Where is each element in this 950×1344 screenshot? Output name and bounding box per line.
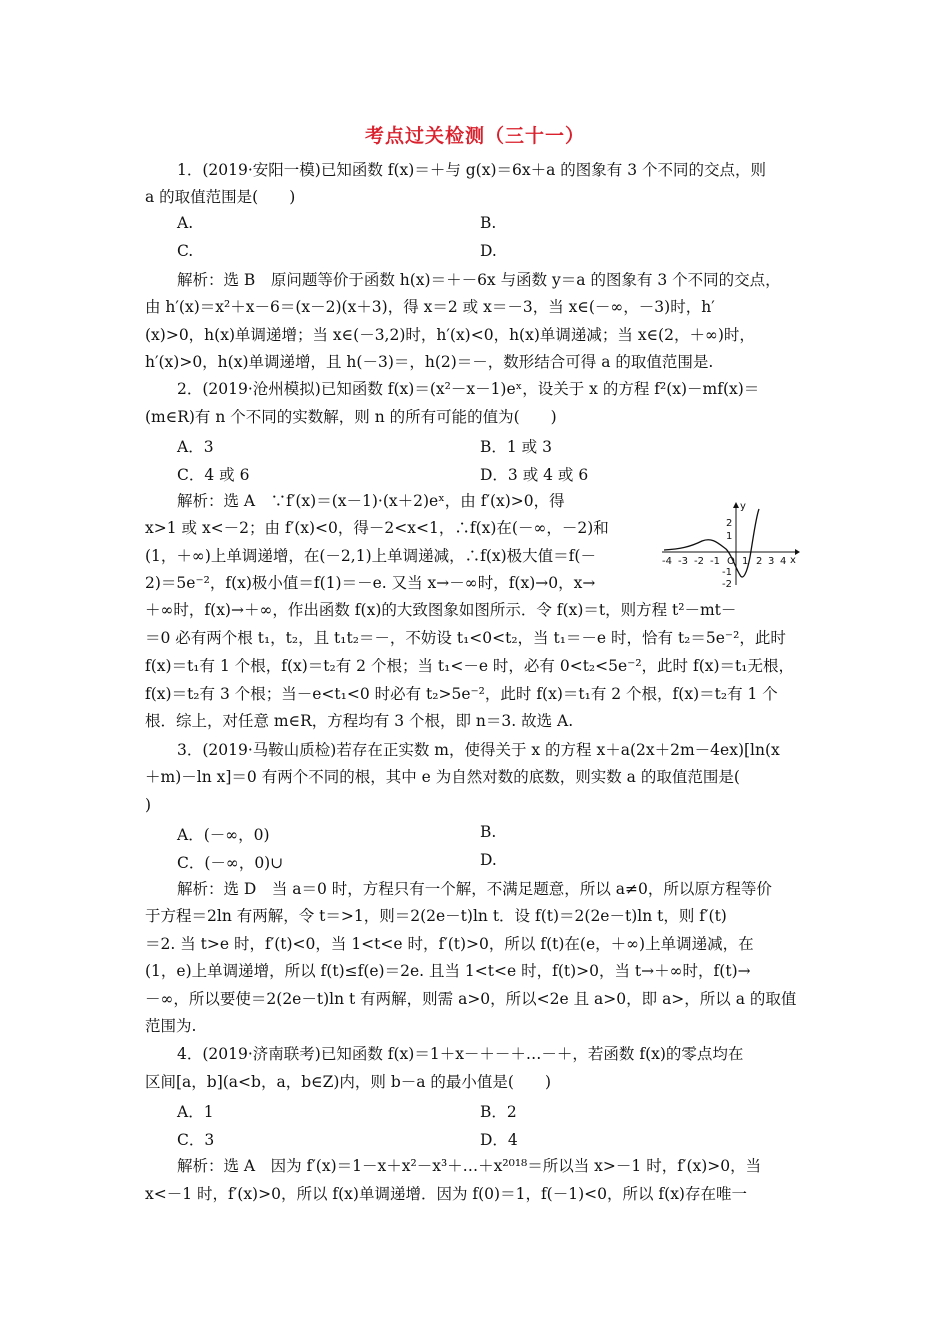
text-line: ＋∞时，f(x)→＋∞，作出函数 f(x)的大致图象如图所示．令 f(x)＝t，则方程 t²－mt－ <box>145 601 737 619</box>
option: D．3 或 4 或 6 <box>480 466 589 484</box>
text-line: 范围为. <box>145 1017 197 1035</box>
text-line: f(x)＝t₁有 1 个根，f(x)＝t₂有 2 个根；当 t₁<－e 时，必有 0<t₂<5e⁻²，此时 f(x)＝t₁无根， <box>145 657 794 675</box>
text-line: (1，＋∞)上单调递增，在(－2,1)上单调递减，∴f(x)极大值＝f(－ <box>145 547 596 565</box>
text-line: 2)＝5e⁻²，f(x)极小值＝f(1)＝－e. 又当 x→－∞时，f(x)→0，x→ <box>145 574 596 592</box>
text-line: ＋m)－ln x]＝0 有两个不同的根，其中 e 为自然对数的底数，则实数 a 的取值范围是( <box>145 768 740 786</box>
text-line: 由 h′(x)＝x²＋x－6＝(x－2)(x＋3)，得 x＝2 或 x＝－3，当 x∈(－∞，－3)时，h′ <box>145 298 715 316</box>
y-tick-label: 2 <box>726 518 733 529</box>
text-line: f(x)＝t₂有 3 个根；当－e<t₁<0 时必有 t₂>5e⁻²，此时 f(x)＝t₁有 2 个根，f(x)＝t₂有 1 个 <box>145 685 778 703</box>
text-line: h′(x)>0，h(x)单调递增，且 h(－3)＝，h(2)＝－，数形结合可得 a 的取值范围是. <box>145 353 714 371</box>
text-line: 3．(2019·马鞍山质检)若存在正实数 m，使得关于 x 的方程 x＋a(2x＋2m－4ex)[ln(x <box>177 741 780 759</box>
origin-label: O <box>727 556 735 567</box>
option: A．3 <box>177 438 214 456</box>
text-line: 2．(2019·沧州模拟)已知函数 f(x)＝(x²－x－1)eˣ，设关于 x 的方程 f²(x)－mf(x)＝ <box>177 380 760 398</box>
function-graph <box>660 497 800 589</box>
y-tick-label: -1 <box>722 567 732 578</box>
x-tick-label: 3 <box>768 556 775 567</box>
option: D. <box>480 242 497 260</box>
y-axis-label: y <box>740 501 746 512</box>
text-line: 解析：选 A 因为 f′(x)＝1－x＋x²－x³＋…＋x²⁰¹⁸＝所以当 x>－1 时，f′(x)>0，当 <box>177 1157 762 1175</box>
text-line: ) <box>145 796 152 814</box>
option: B. <box>480 823 497 841</box>
option: A．1 <box>177 1103 214 1121</box>
option: C．(－∞，0)∪ <box>177 854 284 872</box>
x-tick-label: 2 <box>756 556 763 567</box>
x-tick-label: -3 <box>678 556 688 567</box>
option: A. <box>177 214 194 232</box>
option: D. <box>480 851 497 869</box>
option: D．4 <box>480 1131 518 1149</box>
text-line: x>1 或 x<－2；由 f′(x)<0，得－2<x<1，∴f(x)在(－∞，－2)和 <box>145 519 609 537</box>
option: B. <box>480 214 497 232</box>
text-line: (x)>0，h(x)单调递增；当 x∈(－3,2)时，h′(x)<0，h(x)单调递减；当 x∈(2，＋∞)时， <box>145 326 755 344</box>
x-tick-label: -4 <box>662 556 672 567</box>
page-title: 考点过关检测（三十一） <box>364 125 585 147</box>
text-line: ＝0 必有两个根 t₁，t₂，且 t₁t₂＝－，不妨设 t₁<0<t₂，当 t₁＝－e 时，恰有 t₂＝5e⁻²，此时 <box>145 629 786 647</box>
option: C. <box>177 242 194 260</box>
text-line: －∞，所以要使＝2(2e－t)ln t 有两解，则需 a>0，所以<2e 且 a>0，即 a>，所以 a 的取值 <box>145 990 797 1008</box>
option: B．1 或 3 <box>480 438 552 456</box>
text-line: 解析：选 A ∵f′(x)＝(x－1)·(x＋2)eˣ，由 f′(x)>0，得 <box>177 492 565 510</box>
text-line: a 的取值范围是( ) <box>145 188 296 206</box>
text-line: 1．(2019·安阳一模)已知函数 f(x)＝＋与 g(x)＝6x＋a 的图象有 3 个不同的交点，则 <box>177 161 767 179</box>
text-line: (1，e)上单调递增，所以 f(t)≤f(e)＝2e. 且当 1<t<e 时，f(t)>0，当 t→＋∞时，f(t)→ <box>145 962 751 980</box>
text-line: 4．(2019·济南联考)已知函数 f(x)＝1＋x－＋－＋…－＋，若函数 f(x)的零点均在 <box>177 1045 744 1063</box>
option: A．(－∞，0) <box>177 826 270 844</box>
option: C．3 <box>177 1131 215 1149</box>
x-axis-label: x <box>790 555 796 566</box>
text-line: 根．综上，对任意 m∈R，方程均有 3 个根，即 n＝3. 故选 A. <box>145 712 574 730</box>
x-tick-label: -1 <box>710 556 720 567</box>
text-line: 解析：选 B 原问题等价于函数 h(x)＝＋－6x 与函数 y＝a 的图象有 3 个不同的交点， <box>177 271 781 289</box>
y-tick-label: 1 <box>726 531 733 542</box>
x-tick-label: 1 <box>742 556 749 567</box>
y-axis-arrow <box>733 502 739 508</box>
text-line: (m∈R)有 n 个不同的实数解，则 n 的所有可能的值为( ) <box>145 408 557 426</box>
text-line: 于方程＝2ln 有两解，令 t＝>1，则＝2(2e－t)ln t．设 f(t)＝2(2e－t)ln t，则 f′(t) <box>145 907 727 925</box>
option: B．2 <box>480 1103 517 1121</box>
text-line: x<－1 时，f′(x)>0，所以 f(x)单调递增．因为 f(0)＝1，f(－1)<0，所以 f(x)存在唯一 <box>145 1185 747 1203</box>
option: C．4 或 6 <box>177 466 250 484</box>
x-tick-label: -2 <box>694 556 704 567</box>
text-line: 区间[a，b](a<b，a，b∈Z)内，则 b－a 的最小值是( ) <box>145 1073 552 1091</box>
y-tick-label: -2 <box>722 579 732 589</box>
x-tick-label: 4 <box>780 556 787 567</box>
text-line: 解析：选 D 当 a＝0 时，方程只有一个解，不满足题意，所以 a≠0，所以原方程等价 <box>177 880 772 898</box>
text-line: ＝2. 当 t>e 时，f′(t)<0，当 1<t<e 时，f′(t)>0，所以 f(t)在(e，＋∞)上单调递减，在 <box>145 935 754 953</box>
